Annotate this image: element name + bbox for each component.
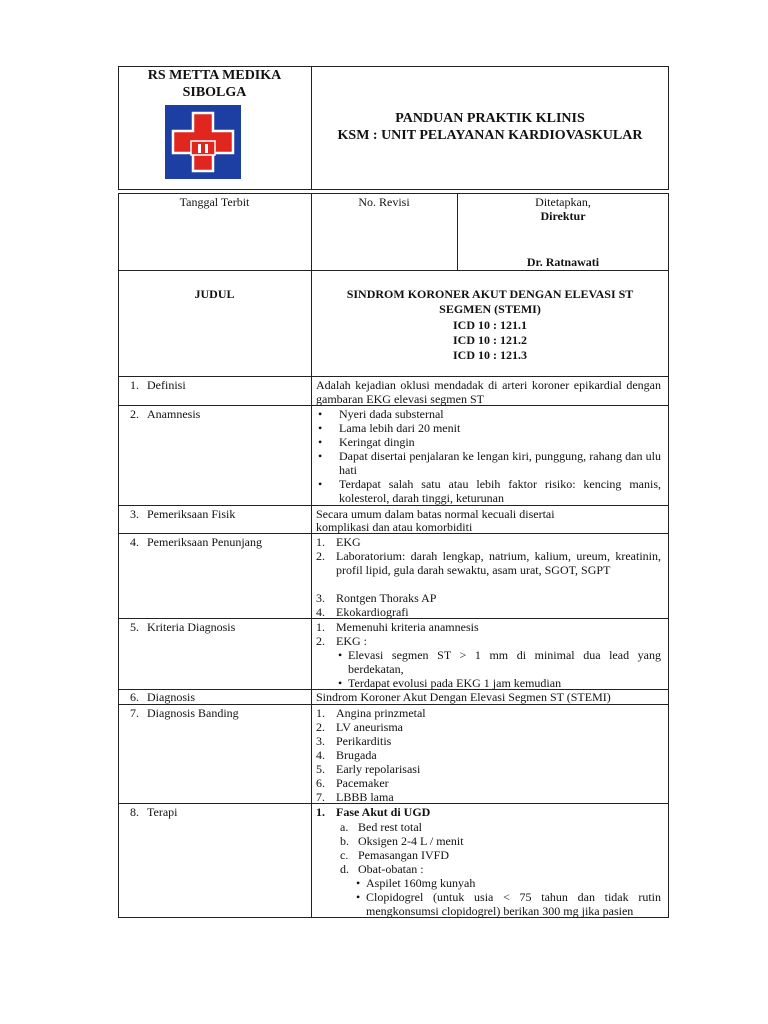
list-item: Bed rest total: [358, 820, 422, 834]
list-number: 2.: [316, 634, 325, 648]
doc-title-line2: KSM : UNIT PELAYANAN KARDIOVASKULAR: [337, 128, 643, 143]
list-number: 7.: [316, 790, 325, 804]
section-number: 1.: [130, 378, 139, 392]
list-letter: d.: [340, 862, 349, 876]
list-number: 6.: [316, 776, 325, 790]
section-number: 2.: [130, 407, 139, 421]
tanggal-terbit-label: Tanggal Terbit: [179, 195, 250, 209]
list-item: Obat-obatan :: [358, 862, 424, 876]
bullet-icon: •: [318, 407, 323, 421]
hospital-name-line1: RS METTA MEDIKA: [147, 68, 282, 83]
list-item: Memenuhi kriteria anamnesis: [336, 620, 479, 634]
section-label-fisik: Pemeriksaan Fisik: [147, 507, 236, 521]
section-label-penunjang: Pemeriksaan Penunjang: [147, 535, 262, 549]
list-item: Brugada: [336, 748, 377, 762]
sub-list-item: Terdapat evolusi pada EKG 1 jam kemudian: [348, 676, 562, 690]
judul-title-line2: SEGMEN (STEMI): [439, 302, 541, 316]
section-number: 5.: [130, 620, 139, 634]
list-number: 2.: [316, 549, 325, 563]
list-item: Lama lebih dari 20 menit: [339, 421, 461, 435]
list-item: Oksigen 2-4 L / menit: [358, 834, 464, 848]
list-item: Dapat disertai penjalaran ke lengan kiri, punggung, rahang dan ulu hati: [339, 449, 661, 477]
bullet-icon: •: [318, 449, 323, 463]
section-label-definisi: Definisi: [147, 378, 186, 392]
list-item: Angina prinzmetal: [336, 706, 426, 720]
hospital-name-line2: SIBOLGA: [182, 85, 247, 100]
list-letter: a.: [340, 820, 349, 834]
section-label-kriteria: Kriteria Diagnosis: [147, 620, 236, 634]
list-item: EKG :: [336, 634, 367, 648]
terapi-heading: Fase Akut di UGD: [336, 805, 431, 819]
list-item: Terdapat salah satu atau lebih faktor risiko: kencing manis, kolesterol, darah tinggi, keturunan: [339, 477, 661, 505]
no-revisi-label: No. Revisi: [358, 195, 410, 209]
list-number: 1.: [316, 620, 325, 634]
ditetapkan-label: Ditetapkan,: [535, 195, 591, 209]
list-number: 1.: [316, 535, 325, 549]
list-item: Early repolarisasi: [336, 762, 421, 776]
bullet-icon: •: [356, 876, 361, 890]
sub-list-item: Clopidogrel (untuk usia < 75 tahun dan tidak rutin mengkonsumsi clopidogrel) berikan 300 mg jika pasien: [366, 890, 661, 918]
sub-list-item: Aspilet 160mg kunyah: [366, 876, 476, 890]
sub-list-item: Elevasi segmen ST > 1 mm di minimal dua lead yang berdekatan,: [348, 648, 661, 676]
judul-title-line1: SINDROM KORONER AKUT DENGAN ELEVASI ST: [346, 287, 634, 301]
list-item: LBBB lama: [336, 790, 394, 804]
section-label-banding: Diagnosis Banding: [147, 706, 239, 720]
icd-code: ICD 10 : 121.3: [453, 348, 527, 362]
list-letter: b.: [340, 834, 349, 848]
doc-title-line1: PANDUAN PRAKTIK KLINIS: [395, 111, 585, 126]
row-line: [118, 505, 669, 506]
fisik-text-line1: Secara umum dalam batas normal kecuali disertai: [316, 507, 555, 521]
diagnosis-text: Sindrom Koroner Akut Dengan Elevasi Segmen ST (STEMI): [316, 690, 611, 704]
bullet-icon: •: [356, 890, 361, 904]
list-letter: c.: [340, 848, 349, 862]
direktur-name: Dr. Ratnawati: [526, 255, 600, 269]
list-number: 4.: [316, 748, 325, 762]
section-label-terapi: Terapi: [147, 805, 178, 819]
list-item: Pemasangan IVFD: [358, 848, 449, 862]
bullet-icon: •: [318, 477, 323, 491]
bullet-icon: •: [318, 435, 323, 449]
icd-code: ICD 10 : 121.1: [453, 318, 527, 332]
list-number: 1.: [316, 706, 325, 720]
bullet-icon: •: [338, 648, 343, 662]
list-item: EKG: [336, 535, 361, 549]
red-cross-logo-icon: [165, 105, 241, 179]
list-item: LV aneurisma: [336, 720, 403, 734]
fisik-text-line2: komplikasi dan atau komorbiditi: [316, 520, 473, 534]
list-item: Nyeri dada substernal: [339, 407, 444, 421]
definisi-text: Adalah kejadian oklusi mendadak di arteri koroner epikardial dengan gambaran EKG elevasi segmen ST: [316, 378, 661, 406]
list-item: Laboratorium: darah lengkap, natrium, kalium, ureum, kreatinin, profil lipid, gula darah sewaktu, asam urat, SGOT, SGPT: [336, 549, 661, 577]
row-line: [118, 376, 669, 377]
bullet-icon: •: [318, 421, 323, 435]
list-number: 1.: [316, 805, 325, 819]
list-number: 3.: [316, 591, 325, 605]
list-number: 3.: [316, 734, 325, 748]
judul-label: JUDUL: [194, 287, 235, 301]
section-number: 7.: [130, 706, 139, 720]
section-label-diagnosis: Diagnosis: [147, 690, 195, 704]
section-number: 6.: [130, 690, 139, 704]
list-item: Ekokardiografi: [336, 605, 409, 619]
list-item: Rontgen Thoraks AP: [336, 591, 437, 605]
list-item: Perikarditis: [336, 734, 392, 748]
section-label-anamnesis: Anamnesis: [147, 407, 201, 421]
list-item: Pacemaker: [336, 776, 389, 790]
bullet-icon: •: [338, 676, 343, 690]
icd-code: ICD 10 : 121.2: [453, 333, 527, 347]
section-number: 4.: [130, 535, 139, 549]
list-number: 4.: [316, 605, 325, 619]
list-item: Keringat dingin: [339, 435, 415, 449]
row-line: [118, 704, 669, 705]
section-number: 8.: [130, 805, 139, 819]
list-number: 5.: [316, 762, 325, 776]
row-line: [118, 270, 669, 271]
section-number: 3.: [130, 507, 139, 521]
direktur-label: Direktur: [540, 209, 586, 223]
list-number: 2.: [316, 720, 325, 734]
